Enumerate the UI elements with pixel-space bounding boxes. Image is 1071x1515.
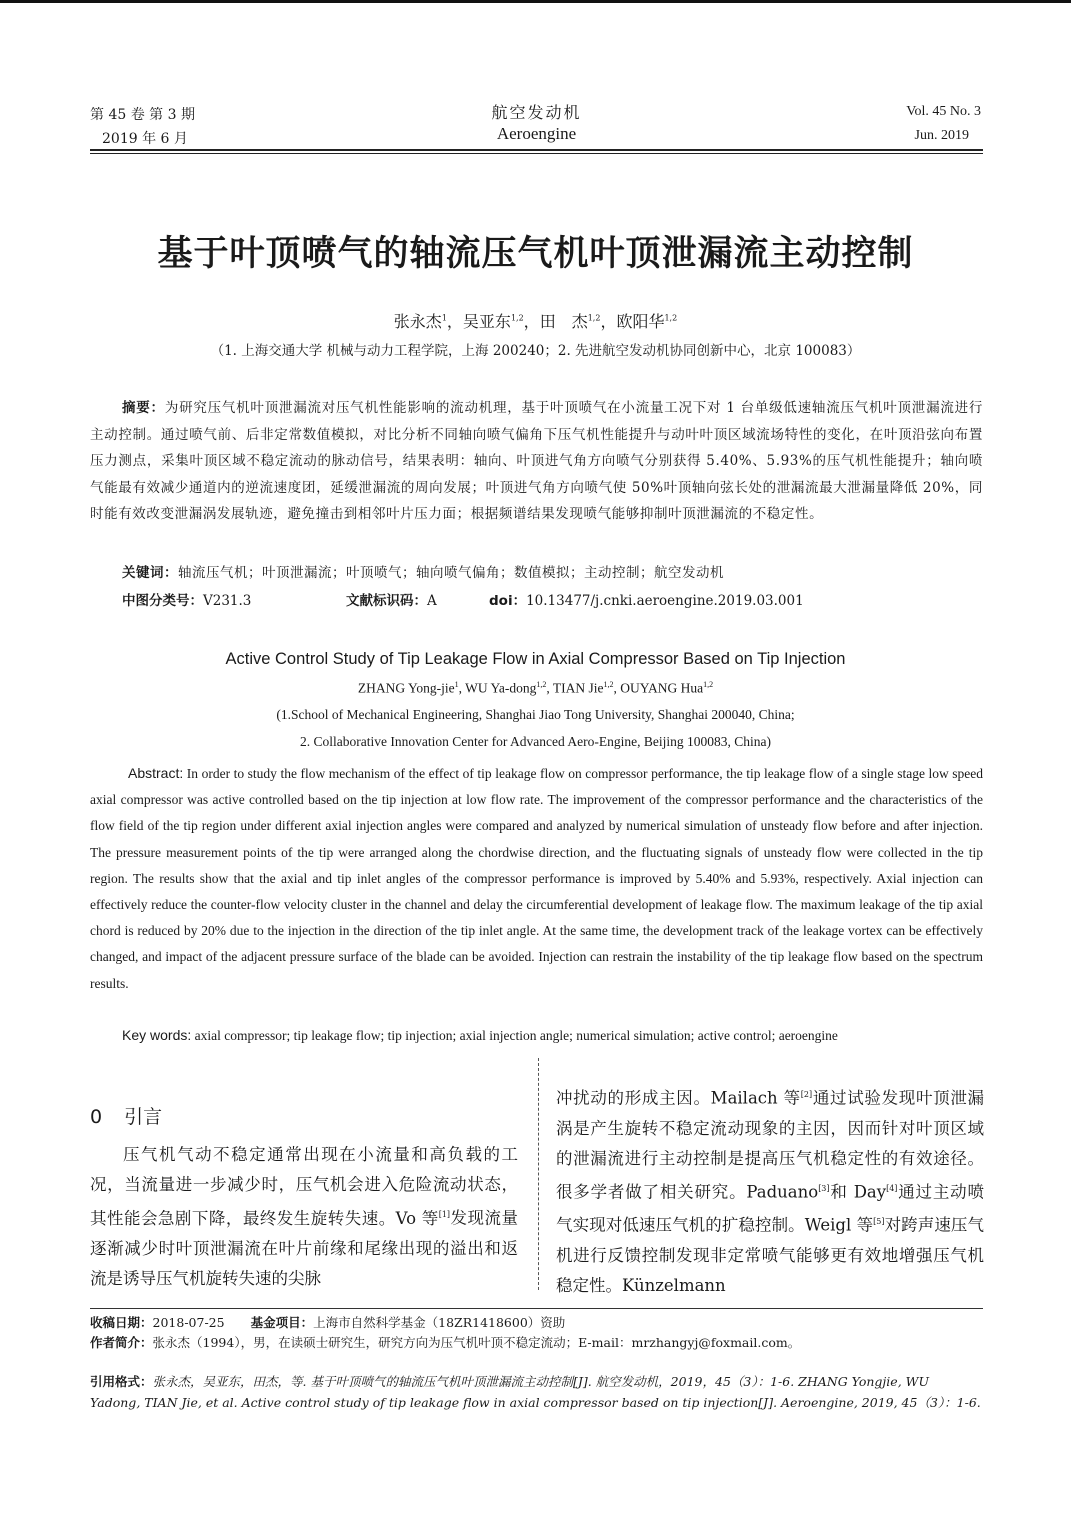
- author-affiliation-mark: 1,2: [536, 680, 547, 689]
- date-zh: 2019 年 6 月: [102, 131, 188, 147]
- doc-code-group: [346, 589, 437, 609]
- author-name-en: OUYANG Hua: [620, 680, 704, 696]
- author-name-en: TIAN Jie: [552, 680, 604, 696]
- footnote-received-fund: [90, 1313, 983, 1331]
- header-rule-thin: [90, 153, 983, 154]
- citation-ref[interactable]: [4]: [886, 1183, 898, 1193]
- author-name: 张永杰: [393, 312, 442, 331]
- author-name: 田 杰: [539, 312, 588, 331]
- received-label: 收稿日期：: [90, 1315, 153, 1330]
- author-name-en: ZHANG Yong-jie: [357, 680, 455, 696]
- journal-header: [90, 100, 983, 156]
- fund-value: 上海市自然科学基金（18ZR1418600）资助: [313, 1315, 566, 1330]
- paper-title-zh: 基于叶顶喷气的轴流压气机叶顶泄漏流主动控制: [157, 233, 914, 274]
- abstract-en-text: In order to study the flow mechanism of the effect of tip leakage flow on compressor performance, the tip leakage flow of a single stage low speed axial compressor was active controlled based on the tip injection at low flow rate. The improvement of the compressor performance and the characteristics of the flow field of the tip region under different axial injection angles were compared and analyzed by numerical simulation of unsteady flow before and after injection. The pressure measurement points of the tip were arranged along the chordwise direction, and the fluctuating signals of unsteady flow were collected in the tip region. The results show that the axial and tip inlet angles of the compressor performance is improved by 5.40% and 5.93%, respectively. Axial injection can effectively reduce the counter-flow velocity cluster in the channel and delay the circumferential development of leakage flow. The maximum leakage of the tip axial chord is reduced by 20% due to the injection in the direction of the tip inlet angle. At the same time, the development track of the leakage vortex can be effectively changed, and impact of the adjacent pressure surface of the blade can be avoided. Injection can restrain the instability of the tip leakage flow based on the spectrum results.: [90, 766, 984, 991]
- keywords-en-text: axial compressor; tip leakage flow; tip injection; axial injection angle; numerical simulation; active control; aeroengine: [194, 1028, 838, 1043]
- section-title: 引言: [124, 1106, 163, 1128]
- column-divider: [538, 1058, 539, 1290]
- citation-ref[interactable]: [5]: [873, 1217, 885, 1226]
- keywords-en-label: Key words:: [122, 1027, 192, 1043]
- section-heading: [90, 1102, 162, 1129]
- body-text: 通过试验发现叶顶泄漏涡是产生旋转不稳定流动现象的主因，因而针对叶顶区域的泄漏流进行主动控制是提高压气机稳定性的有效途径。很多学者做了相关研究。Paduano: [556, 1088, 985, 1201]
- citation-ref[interactable]: [3]: [818, 1183, 830, 1193]
- author-affiliation-mark: 1,2: [664, 313, 678, 323]
- author-affiliation-mark: 1: [454, 680, 459, 689]
- keywords-zh: [122, 561, 724, 581]
- body-text: 冲扰动的形成主因。Mailach 等: [556, 1088, 801, 1108]
- cite-value: 张永杰，吴亚东，田杰，等. 基于叶顶喷气的轴流压气机叶顶泄漏流主动控制[J]. 航空发动机，2019，45（3）：1-6. ZHANG Yongjie, WU Yadong, TIAN Jie, et al. Active control study of tip leakage flow in axial compressor based on tip injection[J]. Aeroengine, 2019, 45（3）：1-6.: [90, 1374, 981, 1410]
- body-text: 发现流量逐渐减少时叶顶泄漏流在叶片前缘和尾缘出现的溢出和返流是诱导压气机旋转失速的尖脉: [90, 1208, 518, 1288]
- fund-label: 基金项目：: [250, 1315, 314, 1330]
- keywords-en: [122, 1027, 838, 1044]
- journal-name-en: Aeroengine: [496, 124, 577, 143]
- body-column-left: [90, 1140, 518, 1294]
- keywords-zh-text: 轴流压气机；叶顶泄漏流；叶顶喷气；轴向喷气偏角；数值模拟；主动控制；航空发动机: [178, 565, 724, 581]
- author-name-en: WU Ya-dong: [465, 680, 537, 696]
- bio-value: 张永杰（1994），男，在读硕士研究生，研究方向为压气机叶顶不稳定流动；E-mail：mrzhangyj@foxmail.com。: [152, 1335, 801, 1350]
- author-affiliation-mark: 1,2: [703, 680, 714, 689]
- abstract-en-label: Abstract:: [128, 765, 184, 781]
- affiliation-en-1: (1.School of Mechanical Engineering, Shanghai Jiao Tong University, Shanghai 200040, China;: [276, 707, 795, 722]
- body-text: 通过主动喷气实现对低速压气机的扩稳控制。Weigl 等: [556, 1182, 984, 1235]
- author-affiliation-mark: 1: [441, 313, 447, 323]
- footnote-rule: [90, 1308, 983, 1309]
- author-affiliation-mark: 1,2: [510, 313, 524, 323]
- author-affiliation-mark: 1,2: [587, 313, 601, 323]
- classification-row: [122, 589, 982, 611]
- doi-value[interactable]: 10.13477/j.cnki.aeroengine.2019.03.001: [526, 593, 804, 609]
- clc-group: [122, 589, 251, 609]
- received-value: 2018-07-25: [152, 1315, 225, 1330]
- body-column-right: [556, 1080, 984, 1301]
- section-number: 0: [90, 1106, 103, 1128]
- abstract-zh: [90, 395, 983, 528]
- footnote-citation-format: [90, 1371, 983, 1413]
- author-name: 欧阳华: [616, 312, 665, 331]
- issue-zh: 第 45 卷 第 3 期: [90, 107, 195, 123]
- volume-en: Vol. 45 No. 3: [906, 104, 981, 119]
- doi-label: doi：: [489, 593, 527, 609]
- body-text: 对跨声速压气机进行反馈控制发现非定常喷气能够更有效地增强压气机稳定性。Künzelmann: [556, 1215, 984, 1295]
- doc-code-label: 文献标识码：: [346, 593, 427, 609]
- author-list-en: ZHANG Yong-jie$^1$, WU Ya-dong$^{1,2}$, TIAN Jie$^{1,2}$, OUYANG Hua$^{1,2}$: [357, 680, 714, 696]
- paper-title-en: Active Control Study of Tip Leakage Flow in Axial Compressor Based on Tip Injection: [225, 650, 846, 668]
- citation-ref[interactable]: [1]: [438, 1210, 451, 1219]
- clc-value: V231.3: [203, 593, 252, 609]
- cite-label: 引用格式：: [90, 1374, 153, 1389]
- affiliation-en-2: 2. Collaborative Innovation Center for Advanced Aero-Engine, Beijing 100083, China): [300, 734, 771, 749]
- bio-label: 作者简介：: [90, 1335, 153, 1350]
- body-text: 和 Day: [829, 1182, 887, 1201]
- journal-name-zh: 航空发动机: [491, 103, 582, 122]
- doi-group: [489, 589, 804, 609]
- top-border-line: [0, 0, 1071, 3]
- clc-label: 中图分类号：: [122, 593, 203, 609]
- author-name: 吴亚东: [462, 312, 511, 331]
- abstract-zh-text: 为研究压气机叶顶泄漏流对压气机性能影响的流动机理，基于叶顶喷气在小流量工况下对 1 台单级低速轴流压气机叶顶泄漏流进行主动控制。通过喷气前、后非定常数值模拟，对比分析不同轴向喷气偏角下压气机性能提升与动叶叶顶区域流场特性的变化，在叶顶沿弦向布置压力测点，采集叶顶区域不稳定流动的脉动信号，结果表明：轴向、叶顶进气角方向喷气分别获得 5.40%、5.93%的压气机性能提升；轴向喷气能最有效减少通道内的逆流速度团，延缓泄漏流的周向发展；叶顶进气角方向喷气使 50%叶顶轴向弦长处的泄漏流最大泄漏量降低 20%，同时能有效改变泄漏涡发展轨迹，避免撞击到相邻叶片压力面；根据频谱结果发现喷气能够抑制叶顶泄漏流的不稳定性。: [90, 400, 983, 522]
- affiliation-zh: （1. 上海交通大学 机械与动力工程学院，上海 200240；2. 先进航空发动机协同创新中心，北京 100083）: [210, 343, 861, 359]
- abstract-en: [90, 760, 983, 997]
- keywords-zh-label: 关键词：: [122, 565, 178, 581]
- author-list-zh: 张永杰$^1$，吴亚东$^{1,2}$，田 杰$^{1,2}$，欧阳华$^{1,2}$: [393, 312, 678, 331]
- doc-code-value: A: [427, 593, 437, 609]
- citation-ref[interactable]: [2]: [800, 1090, 813, 1099]
- body-text: 压气机气动不稳定通常出现在小流量和高负载的工况，当流量进一步减少时，压气机会进入危险流动状态，其性能会急剧下降，最终发生旋转失速。Vo 等: [90, 1145, 518, 1228]
- footnote-author-bio: [90, 1333, 983, 1351]
- date-en: Jun. 2019: [914, 128, 969, 143]
- header-rule-thick: [90, 149, 983, 151]
- author-affiliation-mark: 1,2: [603, 680, 614, 689]
- abstract-zh-label: 摘要：: [122, 400, 165, 416]
